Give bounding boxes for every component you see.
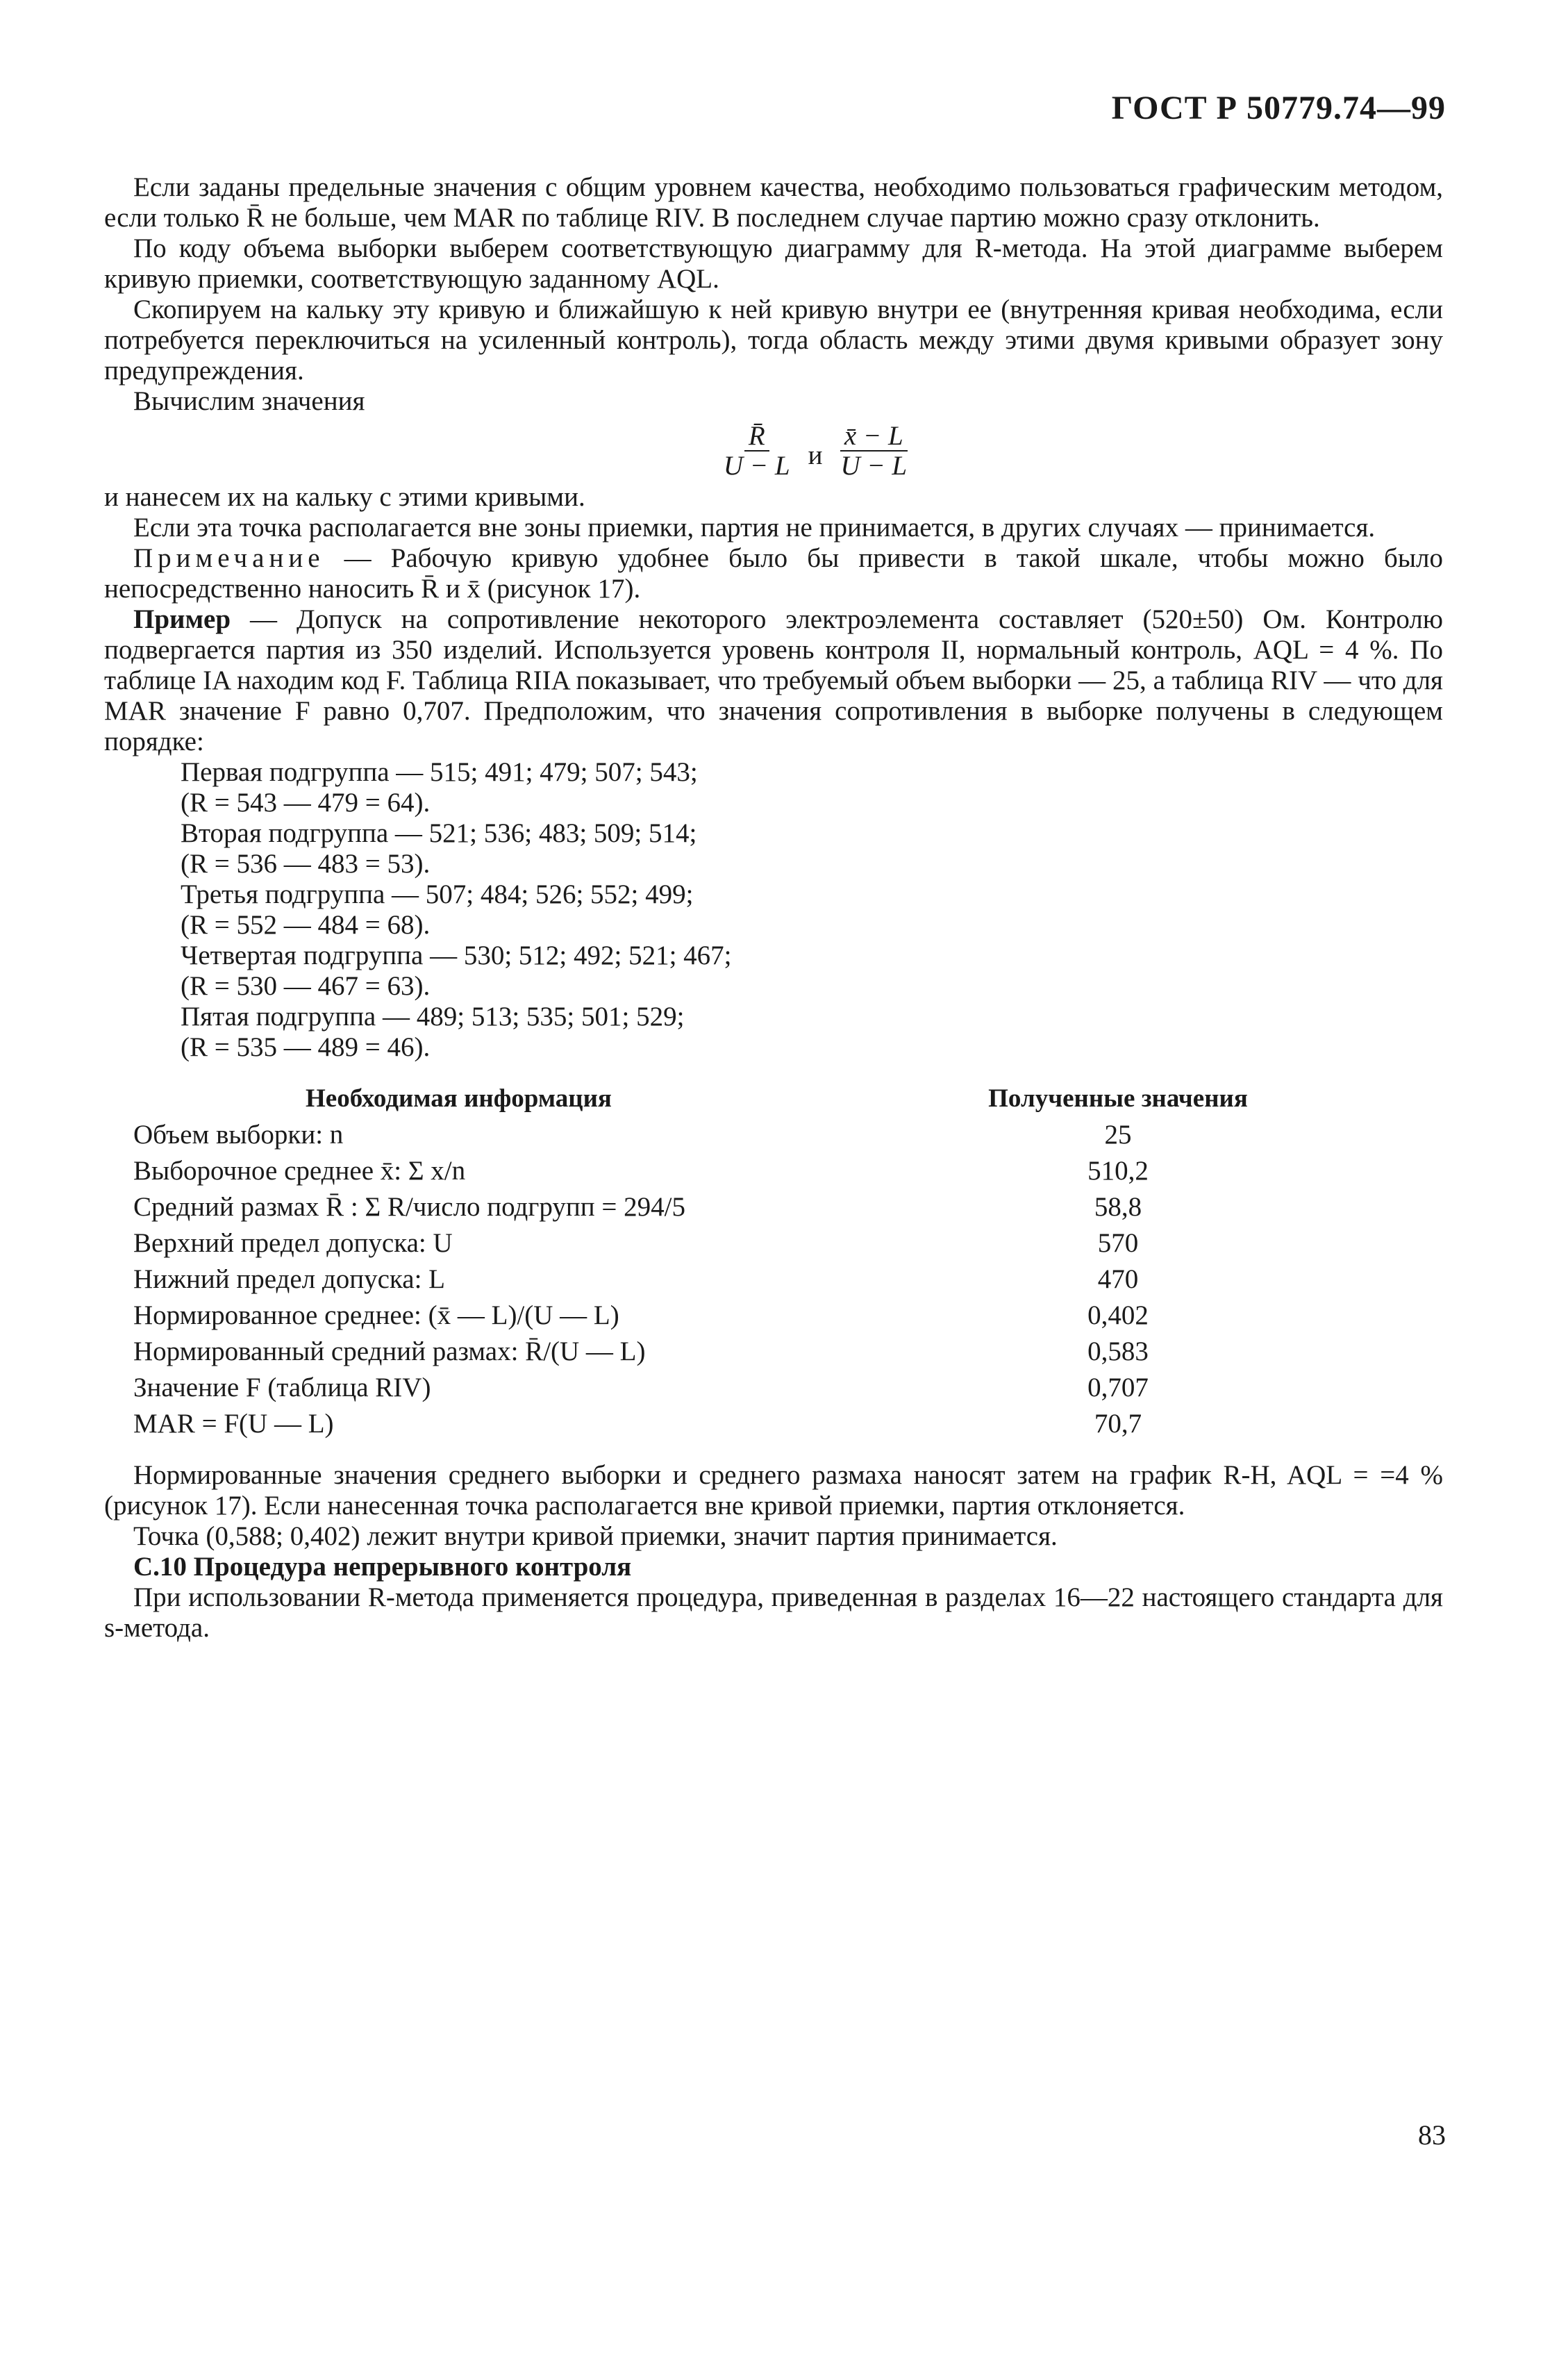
table-row [104,1298,1443,1334]
table-row [104,1370,1443,1406]
note-text: — Рабочую кривую удобнее было бы привести в такой шкале, чтобы можно было непосредственно наносить R̄ и x̄ (рисунок 17). [104,543,1443,604]
example-label: Пример [133,604,231,634]
page-number: 83 [1418,2119,1446,2151]
table-header-row [104,1081,1443,1117]
table-row [104,1406,1443,1442]
paragraph-tracing: Скопируем на кальку эту кривую и ближайшую к ней кривую внутри ее (внутренняя кривая необходима, если потребуется переключиться на усиленный контроль), тогда область между этими двумя кривыми образует зону предупреждения. [104,295,1443,386]
table-cell-info: Нормированный средний размах: R̄/(U — L) [133,1336,646,1366]
paragraph-compute: Вычислим значения [133,386,365,416]
table-cell-value: 0,402 [1087,1300,1149,1330]
list-item: Четвертая подгруппа — 530; 512; 492; 521; 467; [181,941,732,970]
table-row [104,1153,1443,1189]
table-cell-info: MAR = F(U — L) [133,1409,334,1439]
table-row [104,1261,1443,1298]
table-cell-value: 0,707 [1087,1373,1149,1402]
subgroup-list [181,757,1443,1063]
paragraph-point-result: Точка (0,588; 0,402) лежит внутри кривой приемки, значит партия принимается. [133,1521,1058,1551]
list-item: (R = 543 — 479 = 64). [181,788,431,818]
fraction-numerator: x̄ − L [840,422,908,452]
table-cell-value: 58,8 [1094,1192,1142,1222]
list-item: (R = 530 — 467 = 63). [181,971,431,1001]
table-cell-value: 510,2 [1087,1156,1149,1186]
formula-conjunction: и [808,440,823,470]
table-cell-value: 0,583 [1087,1336,1149,1366]
list-item: Вторая подгруппа — 521; 536; 483; 509; 514; [181,818,697,848]
table-cell-info: Объем выборки: n [133,1120,344,1150]
table-cell-value: 570 [1097,1228,1139,1258]
list-item: Первая подгруппа — 515; 491; 479; 507; 543; [181,757,698,787]
information-table [104,1081,1443,1442]
normalized-values-formula [104,422,1443,481]
table-row [104,1225,1443,1261]
list-item: (R = 535 — 489 = 46). [181,1032,431,1062]
example [104,604,1443,757]
table-cell-value: 70,7 [1094,1409,1142,1439]
note-label: Примечание [133,543,325,573]
table-cell-info: Верхний предел допуска: U [133,1228,453,1258]
conclusion-block [104,1460,1443,1643]
table-cell-info: Нормированное среднее: (x̄ — L)/(U — L) [133,1300,619,1330]
section-title: С.10 Процедура непрерывного контроля [133,1552,632,1582]
column-header-value: Полученные значения [988,1084,1248,1113]
table-row [104,1117,1443,1153]
table-cell-info: Выборочное среднее x̄: Σ x/n [133,1156,466,1186]
paragraph-continuous-control: При использовании R-метода применяется процедура, приведенная в разделах 16—22 настоящего стандарта для s-метода. [104,1582,1443,1643]
list-item: Третья подгруппа — 507; 484; 526; 552; 499; [181,879,694,909]
document-header: ГОСТ Р 50779.74—99 [1111,90,1446,126]
table-cell-info: Значение F (таблица RIV) [133,1373,431,1402]
note [104,543,1443,604]
table-cell-value: 470 [1097,1264,1139,1294]
fraction-numerator: R̄ [744,422,769,452]
paragraph-acceptance-zone: Если эта точка располагается вне зоны приемки, партия не принимается, в других случаях — принимается. [133,513,1376,543]
list-item: Пятая подгруппа — 489; 513; 535; 501; 529; [181,1002,685,1032]
range-fraction [719,422,794,481]
paragraph-plot: и нанесем их на кальку с этими кривыми. [104,482,585,512]
list-item: (R = 552 — 484 = 68). [181,910,431,940]
table-cell-info: Средний размах R̄ : Σ R/число подгрупп = 294/5 [133,1192,685,1222]
table-row [104,1334,1443,1370]
paragraph-diagram-selection: По коду объема выборки выберем соответствующую диаграмму для R-метода. На этой диаграмме выберем кривую приемки, соответствующую заданному AQL. [104,233,1443,294]
mean-fraction [836,422,911,481]
table-cell-value: 25 [1104,1120,1132,1150]
table-cell-info: Нижний предел допуска: L [133,1264,445,1294]
column-header-info: Необходимая информация [306,1084,612,1113]
table-row [104,1189,1443,1225]
page-content [104,172,1443,1643]
fraction-denominator: U − L [840,451,908,481]
list-item: (R = 536 — 483 = 53). [181,849,431,879]
paragraph-normalized-plot: Нормированные значения среднего выборки и среднего размаха наносят затем на график R-H, AQL = =4 % (рисунок 17). Если нанесенная точка располагается вне кривой приемки, партия отклоняется. [104,1460,1443,1521]
fraction-denominator: U − L [723,451,790,481]
example-text: — Допуск на сопротивление некоторого электроэлемента составляет (520±50) Ом. Контролю подвергается партия из 350 изделий. Используется уровень контроля II, нормальный контроль, AQL = 4 %. По таблице IA находим код F. Таблица RIIA показывает, что требуемый объем выборки — 25, а таблица RIV — что для MAR значение F равно 0,707. Предположим, что значения сопротивления в выборке получены в следующем порядке: [104,604,1443,756]
paragraph-graphic-method: Если заданы предельные значения с общим уровнем качества, необходимо пользоваться графическим методом, если только R̄ не больше, чем MAR по таблице RIV. В последнем случае партию можно сразу отклонить. [104,172,1443,233]
